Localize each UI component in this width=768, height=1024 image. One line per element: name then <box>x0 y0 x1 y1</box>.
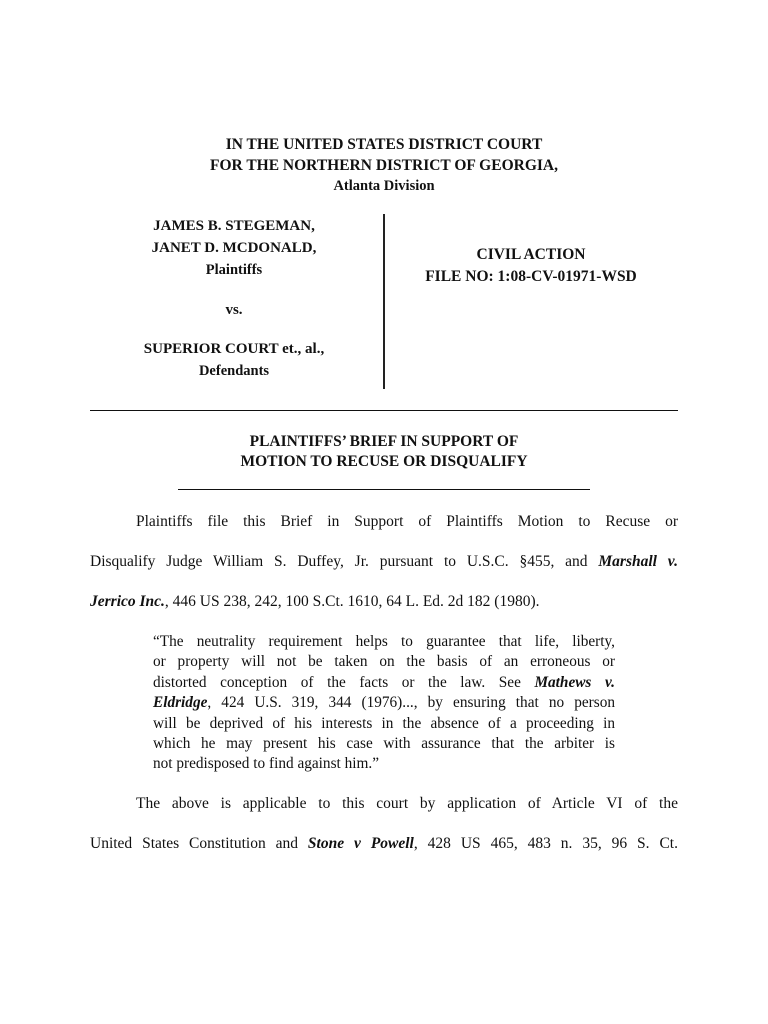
brief-title <box>0 432 768 472</box>
court-district: FOR THE NORTHERN DISTRICT OF GEORGIA, <box>210 156 558 174</box>
plaintiffs-label: Plaintiffs <box>205 262 263 278</box>
paragraph-line: Disqualify Judge William S. Duffey, Jr. pursuant to U.S.C. §455, and Marshall v. <box>90 553 678 570</box>
quote-line: “The neutrality requirement helps to guarantee that life, liberty, <box>153 633 615 650</box>
brief-title-line: PLAINTIFFS’ BRIEF IN SUPPORT OF <box>249 433 519 450</box>
quote-line: distorted conception of the facts or the law. See Mathews v. <box>153 673 615 691</box>
paragraph-line: Jerrico Inc., 446 US 238, 242, 100 S.Ct. 1610, 64 L. Ed. 2d 182 (1980). <box>90 593 540 610</box>
case-caption-action <box>386 244 676 288</box>
caption-rule <box>90 410 678 411</box>
versus-label: vs. <box>225 302 243 318</box>
body-paragraph <box>90 502 678 622</box>
body-paragraph <box>90 784 678 864</box>
case-caption-parties <box>85 215 383 382</box>
brief-title-line: MOTION TO RECUSE OR DISQUALIFY <box>240 453 528 470</box>
defendants-label: Defendants <box>198 363 270 379</box>
court-header <box>0 135 768 197</box>
defendant-name: SUPERIOR COURT et., al., <box>143 341 325 357</box>
caption-divider <box>383 214 385 389</box>
file-number: FILE NO: 1:08-CV-01971-WSD <box>425 268 637 285</box>
court-name: IN THE UNITED STATES DISTRICT COURT <box>225 136 543 153</box>
court-division: Atlanta Division <box>333 178 435 194</box>
quote-line: not predisposed to find against him.” <box>153 755 380 773</box>
case-citation: Eldridge <box>153 694 208 712</box>
civil-action-label: CIVIL ACTION <box>476 246 586 263</box>
quote-line: or property will not be taken on the basis of an erroneous or <box>153 653 615 671</box>
paragraph-line: Plaintiffs file this Brief in Support of Plaintiffs Motion to Recuse or <box>136 513 678 530</box>
quote-line: will be deprived of his interests in the absence of a proceeding in <box>153 714 615 732</box>
title-rule <box>178 489 590 490</box>
plaintiff-name: JANET D. MCDONALD, <box>151 240 317 256</box>
quote-line: which he may present his case with assurance that the arbiter is <box>153 735 615 753</box>
plaintiff-name: JAMES B. STEGEMAN, <box>153 218 315 234</box>
block-quote <box>153 632 615 775</box>
case-citation: Stone v Powell <box>307 835 414 852</box>
case-citation: Mathews v. <box>534 673 615 691</box>
case-citation: Marshall v. <box>598 553 678 570</box>
paragraph-line: The above is applicable to this court by application of Article VI of the <box>136 795 678 812</box>
case-citation: Jerrico Inc. <box>90 593 165 610</box>
paragraph-line: United States Constitution and Stone v Powell, 428 US 465, 483 n. 35, 96 S. Ct. <box>90 835 678 852</box>
quote-line: Eldridge, 424 U.S. 319, 344 (1976)..., by ensuring that no person <box>153 694 615 712</box>
